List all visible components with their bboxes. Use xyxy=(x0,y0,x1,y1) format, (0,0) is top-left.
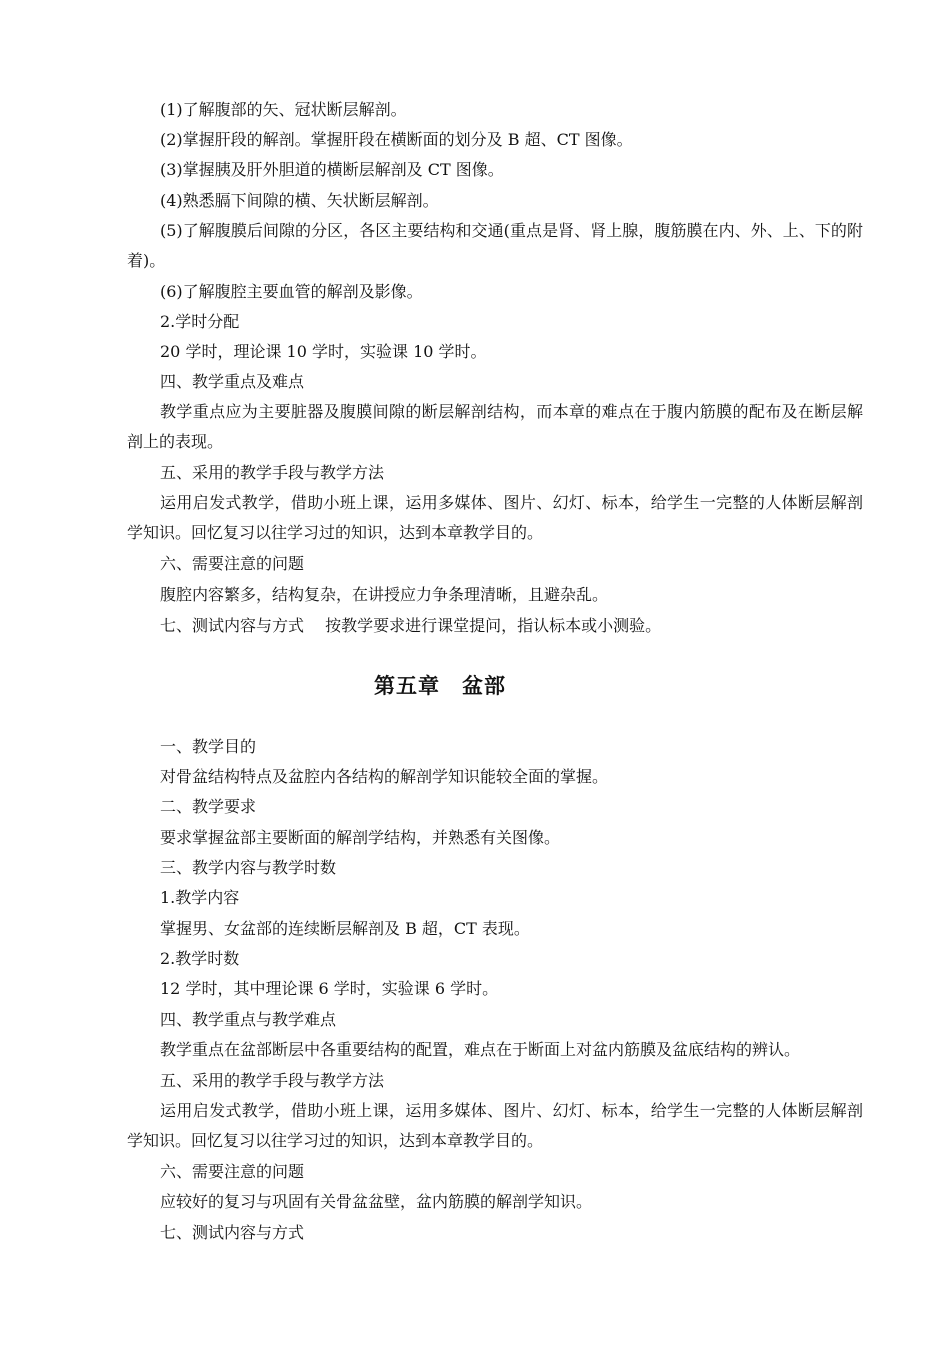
content-heading: 三、教学内容与教学时数 xyxy=(160,858,337,877)
methods-text: 运用启发式教学，借助小班上课，运用多媒体、图片、幻灯、标本，给学生一完整的人体断层解剖学知识。回忆复习以往学习过的知识，达到本章教学目的。 xyxy=(127,493,863,542)
hours-heading: 2.学时分配 xyxy=(160,312,240,331)
requirements-heading: 二、教学要求 xyxy=(160,797,257,816)
test-heading-ch5: 七、测试内容与方式 xyxy=(160,1223,305,1242)
hours-text-ch5: 12 学时，其中理论课 6 学时，实验课 6 学时。 xyxy=(160,979,499,998)
objective-6: (6)了解腹腔主要血管的解剖及影像。 xyxy=(160,282,423,301)
objective-3: (3)掌握胰及肝外胆道的横断层解剖及 CT 图像。 xyxy=(160,160,504,179)
test-line: 七、测试内容与方式 按教学要求进行课堂提问，指认标本或小测验。 xyxy=(160,616,662,635)
objective-4: (4)熟悉膈下间隙的横、矢状断层解剖。 xyxy=(160,191,439,210)
key-points-heading: 四、教学重点及难点 xyxy=(160,372,305,391)
key-points-text: 教学重点应为主要脏器及腹膜间隙的断层解剖结构，而本章的难点在于腹内筋膜的配布及在断层解剖上的表现。 xyxy=(127,402,863,451)
notes-text-ch5: 应较好的复习与巩固有关骨盆盆壁，盆内筋膜的解剖学知识。 xyxy=(160,1192,593,1211)
hours-subheading: 2.教学时数 xyxy=(160,949,240,968)
hours-text: 20 学时，理论课 10 学时，实验课 10 学时。 xyxy=(160,342,487,361)
objective-1: (1)了解腹部的矢、冠状断层解剖。 xyxy=(160,100,407,119)
goal-text: 对骨盆结构特点及盆腔内各结构的解剖学知识能较全面的掌握。 xyxy=(160,767,609,786)
requirements-text: 要求掌握盆部主要断面的解剖学结构，并熟悉有关图像。 xyxy=(160,828,561,847)
objective-2: (2)掌握肝段的解剖。掌握肝段在横断面的划分及 B 超、CT 图像。 xyxy=(160,130,633,149)
notes-text: 腹腔内容繁多，结构复杂，在讲授应力争条理清晰，且避杂乱。 xyxy=(160,585,609,604)
key-points-text-ch5: 教学重点在盆部断层中各重要结构的配置，难点在于断面上对盆内筋膜及盆底结构的辨认。 xyxy=(160,1040,801,1059)
notes-heading: 六、需要注意的问题 xyxy=(160,554,305,573)
methods-heading: 五、采用的教学手段与教学方法 xyxy=(160,463,385,482)
content-text: 掌握男、女盆部的连续断层解剖及 B 超，CT 表现。 xyxy=(160,919,530,938)
content-subheading: 1.教学内容 xyxy=(160,888,240,907)
goal-heading: 一、教学目的 xyxy=(160,737,257,756)
methods-text-ch5: 运用启发式教学，借助小班上课，运用多媒体、图片、幻灯、标本，给学生一完整的人体断层解剖学知识。回忆复习以往学习过的知识，达到本章教学目的。 xyxy=(127,1101,863,1150)
key-points-heading-ch5: 四、教学重点与教学难点 xyxy=(160,1010,337,1029)
notes-heading-ch5: 六、需要注意的问题 xyxy=(160,1162,305,1181)
methods-heading-ch5: 五、采用的教学手段与教学方法 xyxy=(160,1071,385,1090)
objective-5: (5)了解腹膜后间隙的分区，各区主要结构和交通(重点是肾、肾上腺，腹筋膜在内、外、上、下的附着)。 xyxy=(127,221,863,270)
chapter-title: 第五章 盆部 xyxy=(374,674,506,698)
